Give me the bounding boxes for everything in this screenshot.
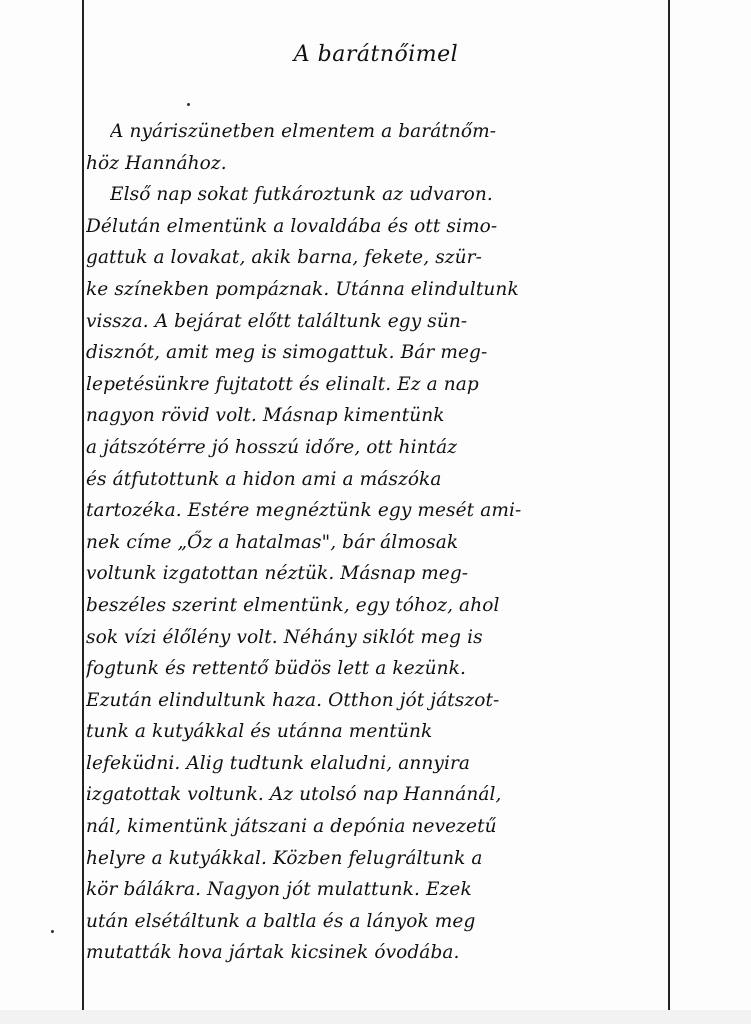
text-line: kör bálákra. Nagyon jót mulattunk. Ezek (86, 879, 472, 901)
text-line: nek címe „Őz a hatalmas", bár álmosak (86, 531, 459, 553)
text-line: lepetésünkre fujtatott és elinalt. Ez a nap (86, 373, 479, 395)
text-line: vissza. A bejárat előtt találtunk egy sün- (86, 310, 468, 332)
text-line: Első nap sokat futkároztunk az udvaron. (110, 184, 493, 206)
text-line: és átfutottunk a hidon ami a mászóka (86, 468, 442, 490)
text-line: gattuk a lovakat, akik barna, fekete, szür- (86, 247, 482, 269)
text-line: nagyon rövid volt. Másnap kimentünk (86, 405, 445, 427)
text-line: izgatottak voltunk. Az utolsó nap Hannánál, (86, 784, 502, 806)
text-line: Ezután elindultunk haza. Otthon jót játszot- (86, 689, 500, 711)
text-line: után elsétáltunk a baltla és a lányok meg (86, 910, 476, 932)
text-line: mutatták hova jártak kicsinek óvodába. (86, 942, 460, 964)
left-margin-line (82, 0, 84, 1024)
text-line: Délután elmentünk a lovaldába és ott simo- (86, 215, 498, 237)
page-bottom-edge (0, 1010, 751, 1024)
text-line: helyre a kutyákkal. Közben felugráltunk a (86, 847, 483, 869)
text-line: ke színekben pompáznak. Utánna elindultunk (86, 278, 519, 300)
handwritten-text-body (86, 116, 670, 969)
text-line: fogtunk és rettentő büdös lett a kezünk. (86, 658, 466, 680)
text-line: höz Hannához. (86, 152, 227, 174)
text-line: tartozéka. Estére megnéztünk egy mesét ami- (86, 500, 522, 522)
text-line: tunk a kutyákkal és utánna mentünk (86, 721, 433, 743)
text-line: disznót, amit meg is simogattuk. Bár meg- (86, 342, 488, 364)
text-line: beszéles szerint elmentünk, egy tóhoz, ahol (86, 594, 500, 616)
text-line: sok vízi élőlény volt. Néhány siklót meg is (86, 626, 483, 648)
text-line: nál, kimentünk játszani a depónia nevezetű (86, 816, 497, 838)
text-line: A nyáriszünetben elmentem a barátnőm- (110, 121, 497, 142)
ink-speck (51, 930, 54, 933)
text-line: lefeküdni. Alig tudtunk elaludni, annyira (86, 752, 471, 774)
text-line: voltunk izgatottan néztük. Másnap meg- (86, 563, 469, 585)
page-title: A barátnőimel (293, 42, 459, 67)
ink-speck (187, 103, 190, 106)
text-line: a játszótérre jó hosszú időre, ott hintáz (86, 436, 458, 458)
